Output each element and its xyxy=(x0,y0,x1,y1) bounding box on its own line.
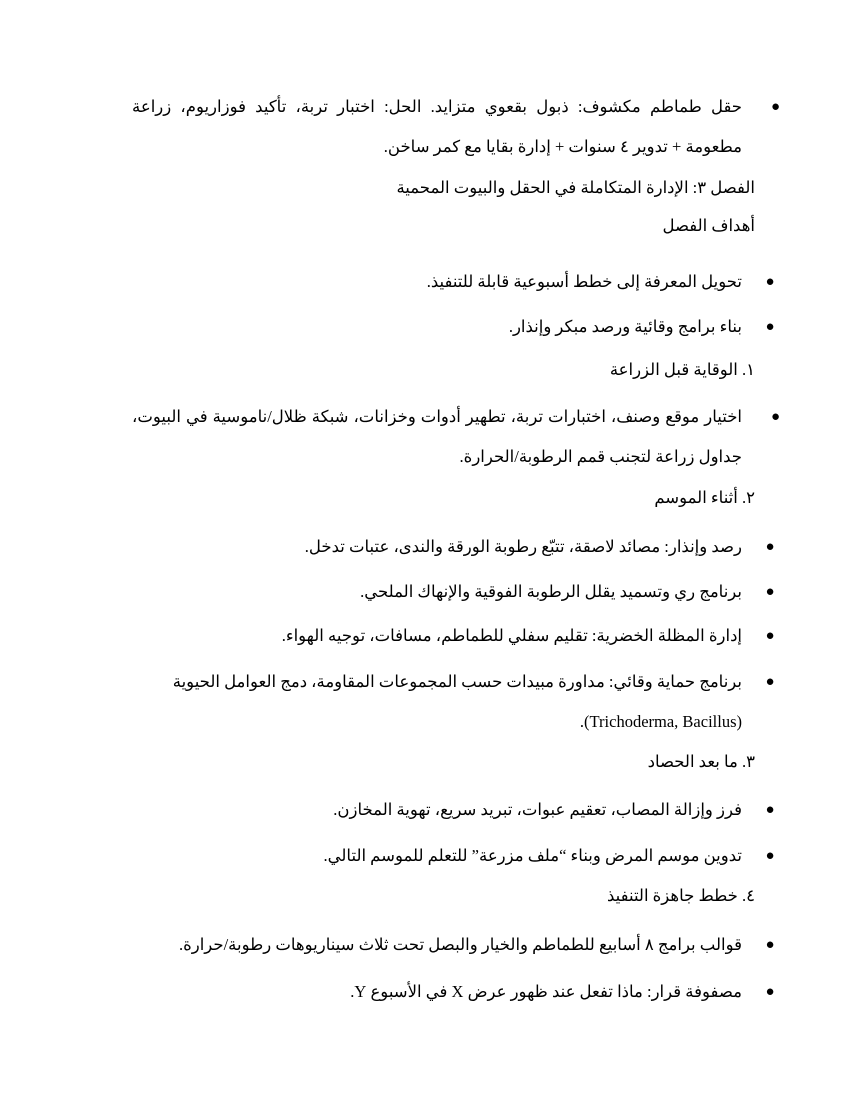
list-item xyxy=(132,527,775,567)
list-item-text: بناء برامج وقائية ورصد مبكر وإنذار. xyxy=(508,317,742,336)
list-item xyxy=(132,662,775,742)
list-item-text: مصفوفة قرار: ماذا تفعل عند ظهور عرض X في الأسبوع Y. xyxy=(350,982,742,1001)
list-item-text: اختيار موقع وصنف، اختبارات تربة، تطهير أدوات وخزانات، شبكة ظلال/ناموسية في البيوت، جداول زراعة لتجنب قمم الرطوبة/الحرارة. xyxy=(132,407,742,466)
section-heading-text: أهداف الفصل xyxy=(662,216,755,235)
section-heading xyxy=(95,750,755,774)
list-item xyxy=(132,925,775,965)
list-item-text: تحويل المعرفة إلى خطط أسبوعية قابلة للتنفيذ. xyxy=(426,272,742,291)
list-item-text: قوالب برامج ٨ أسابيع للطماطم والخيار والبصل تحت ثلاث سيناريوهات رطوبة/حرارة. xyxy=(178,935,742,954)
section-heading xyxy=(95,486,755,510)
list-item-text: برنامج حماية وقائي: مداورة مبيدات حسب المجموعات المقاومة، دمج العوامل الحيوية (Trichoderma, Bacillus). xyxy=(172,672,742,731)
bullet-icon: ● xyxy=(770,409,780,425)
bullet-icon: ● xyxy=(765,319,775,335)
list-item-text: رصد وإنذار: مصائد لاصقة، تتبّع رطوبة الورقة والندى، عتبات تدخل. xyxy=(304,537,742,556)
chapter-title-text: الفصل ٣: الإدارة المتكاملة في الحقل والبيوت المحمية xyxy=(396,178,755,197)
chapter-title xyxy=(95,176,755,200)
list-item xyxy=(132,790,775,830)
list-item-text: حقل طماطم مكشوف: ذبول بقعوي متزايد. الحل: اختبار تربة، تأكيد فوزاريوم، زراعة مطعومة + تدوير ٤ سنوات + إدارة بقايا مع كمر ساخن. xyxy=(132,97,742,156)
list-item xyxy=(132,572,775,612)
list-item xyxy=(132,87,780,167)
list-item-text: تدوين موسم المرض وبناء “ملف مزرعة” للتعلم للموسم التالي. xyxy=(323,846,742,865)
bullet-icon: ● xyxy=(765,674,775,690)
list-item xyxy=(132,836,775,876)
list-item xyxy=(132,262,775,302)
list-item xyxy=(132,972,775,1012)
section-heading xyxy=(95,358,755,382)
bullet-icon: ● xyxy=(765,848,775,864)
list-item xyxy=(132,307,775,347)
list-item xyxy=(132,616,775,656)
bullet-icon: ● xyxy=(765,984,775,1000)
bullet-icon: ● xyxy=(765,802,775,818)
section-heading-text: ٢. أثناء الموسم xyxy=(654,488,755,507)
bullet-icon: ● xyxy=(765,584,775,600)
section-heading xyxy=(95,214,755,238)
list-item xyxy=(132,397,780,477)
section-heading-text: ٣. ما بعد الحصاد xyxy=(647,752,755,771)
section-heading xyxy=(95,884,755,908)
bullet-icon: ● xyxy=(770,99,780,115)
bullet-icon: ● xyxy=(765,628,775,644)
list-item-text: فرز وإزالة المصاب، تعقيم عبوات، تبريد سريع، تهوية المخازن. xyxy=(333,800,742,819)
section-heading-text: ١. الوقاية قبل الزراعة xyxy=(609,360,755,379)
bullet-icon: ● xyxy=(765,274,775,290)
list-item-text: إدارة المظلة الخضرية: تقليم سفلي للطماطم، مسافات، توجيه الهواء. xyxy=(281,626,742,645)
list-item-text: برنامج ري وتسميد يقلل الرطوبة الفوقية والإنهاك الملحي. xyxy=(360,582,742,601)
bullet-icon: ● xyxy=(765,539,775,555)
section-heading-text: ٤. خطط جاهزة التنفيذ xyxy=(606,886,755,905)
bullet-icon: ● xyxy=(765,937,775,953)
